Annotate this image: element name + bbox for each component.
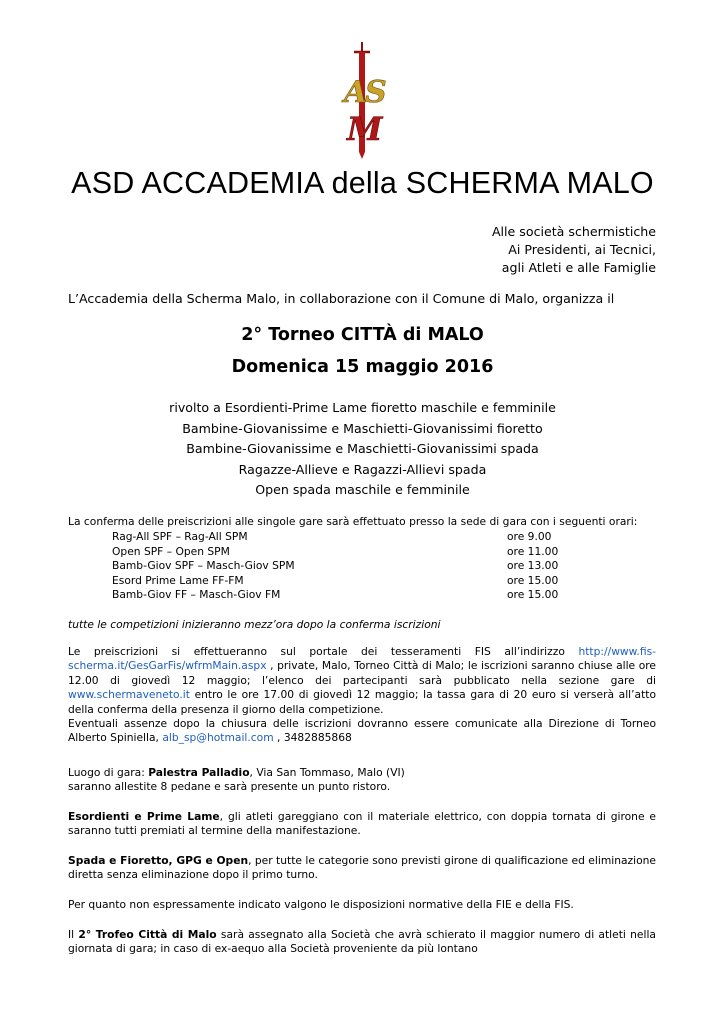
trophy-pre: Il (68, 928, 79, 941)
trophy-name: 2° Trofeo Città di Malo (78, 928, 217, 941)
spada-label: Spada e Fioretto, GPG e Open (68, 854, 249, 867)
schedule-time: ore 9.00 (507, 530, 552, 543)
logo-letter-s: S (365, 75, 387, 110)
schedule-category: Esord Prime Lame FF-FM (112, 573, 244, 587)
event-date: Domenica 15 maggio 2016 (231, 357, 494, 377)
addressee-line: Ai Presidenti, ai Tecnici, (508, 242, 656, 257)
addressees (492, 223, 656, 277)
schedule-category: Rag-All SPF – Rag-All SPM (112, 530, 248, 543)
registration-text: , private, Malo, Torneo Città di Malo; le iscrizioni saranno chiuse alle ore 12.00 di giovedì 12 maggio; l’elenco dei partecipanti sarà pubblicato nella sezione gare di (68, 659, 656, 687)
registration-text: Le preiscrizioni si effettueranno sul portale dei tesseramenti FIS all’indirizzo (68, 645, 579, 658)
esordienti-text: , gli atleti gareggiano con il materiale elettrico, con doppia tornata di girone e saranno tutti premiati al termine della manifestazione. (68, 810, 656, 838)
category-line: rivolto a Esordienti-Prime Lame fioretto maschile e femminile (169, 400, 556, 415)
schedule-table (112, 530, 562, 603)
start-note: tutte le competizioni inizieranno mezz’ora dopo la conferma iscrizioni (68, 618, 441, 631)
category-line: Bambine-Giovanissime e Maschietti-Giovanissimi fioretto (182, 420, 543, 436)
page-title: ASD ACCADEMIA della SCHERMA MALO (71, 166, 654, 200)
schedule-time: ore 13.00 (507, 559, 559, 572)
category-line: Open spada maschile e femminile (255, 482, 470, 498)
schedule-time: ore 11.00 (507, 544, 559, 558)
trophy-text: sarà assegnato alla Società che avrà schierato il maggior numero di atleti nella giornata di gara; in caso di ex-aequo alla Società proveniente da più lontano (68, 928, 656, 956)
spada-text: , per tutte le categorie sono previsti girone di qualificazione ed eliminazione diretta senza eliminazione dopo il primo turno. (68, 854, 656, 882)
logo-letter-m: M (347, 110, 383, 148)
venue-name: Palestra Palladio (148, 766, 250, 779)
phone-text: , 3482885868 (273, 731, 352, 745)
schedule-row (112, 530, 562, 545)
fis-portal-link[interactable]: http://www.fis-scherma.it/GesGarFis/wfrmMain.aspx (68, 645, 656, 673)
esordienti-paragraph (68, 810, 656, 839)
venue-details: saranno allestite 8 pedane e sarà presente un punto ristoro. (68, 780, 391, 794)
registration-paragraph (68, 645, 656, 746)
registration-text: Eventuali assenze dopo la chiusura delle iscrizioni dovranno essere comunicate alla Direzione di Torneo Alberto Spiniella, (68, 717, 656, 745)
schedule-category: Bamb-Giov SPF – Masch-Giov SPM (112, 559, 295, 572)
addressee-line: agli Atleti e alle Famiglie (501, 260, 656, 275)
schedule-time: ore 15.00 (507, 588, 559, 601)
categories-list (0, 398, 725, 501)
addressee-line: Alle società schermistiche (491, 224, 656, 239)
schedule-category: Open SPF – Open SPM (112, 544, 230, 558)
schedule-row (112, 588, 562, 603)
schedule-row (112, 545, 562, 560)
academy-logo (330, 40, 394, 160)
registration-text: entro le ore 17.00 di giovedì 12 maggio; la tassa gara di 20 euro si verserà all’atto della conferma della presenza il giorno della competizione. (68, 688, 656, 716)
esordienti-label: Esordienti e Prime Lame (68, 810, 220, 823)
trophy-paragraph (68, 928, 656, 957)
category-line: Ragazze-Allieve e Ragazzi-Allievi spada (238, 461, 487, 477)
intro-text: L’Accademia della Scherma Malo, in collaborazione con il Comune di Malo, organizza il (68, 291, 615, 306)
schedule-row (112, 559, 562, 574)
schedule-time: ore 15.00 (507, 573, 559, 587)
schedule-row (112, 574, 562, 589)
category-line: Bambine-Giovanissime e Maschietti-Giovanissimi spada (186, 441, 539, 457)
rules-paragraph: Per quanto non espressamente indicato valgono le disposizioni normative della FIE e della FIS. (68, 898, 574, 911)
email-link[interactable]: alb_sp@hotmail.com (162, 731, 274, 745)
venue-paragraph (68, 766, 656, 795)
schermaveneto-link[interactable]: www.schermaveneto.it (68, 688, 190, 702)
schedule-category: Bamb-Giov FF – Masch-Giov FM (112, 588, 281, 601)
venue-label: Luogo di gara: (68, 766, 149, 779)
logo-letter-a: A (344, 75, 368, 110)
event-name: 2° Torneo CITTÀ di MALO (241, 325, 484, 345)
venue-address: , Via San Tommaso, Malo (VI) (249, 766, 405, 779)
confirmation-intro: La conferma delle preiscrizioni alle singole gare sarà effettuato presso la sede di gara con i seguenti orari: (68, 515, 638, 528)
spada-paragraph (68, 854, 656, 883)
